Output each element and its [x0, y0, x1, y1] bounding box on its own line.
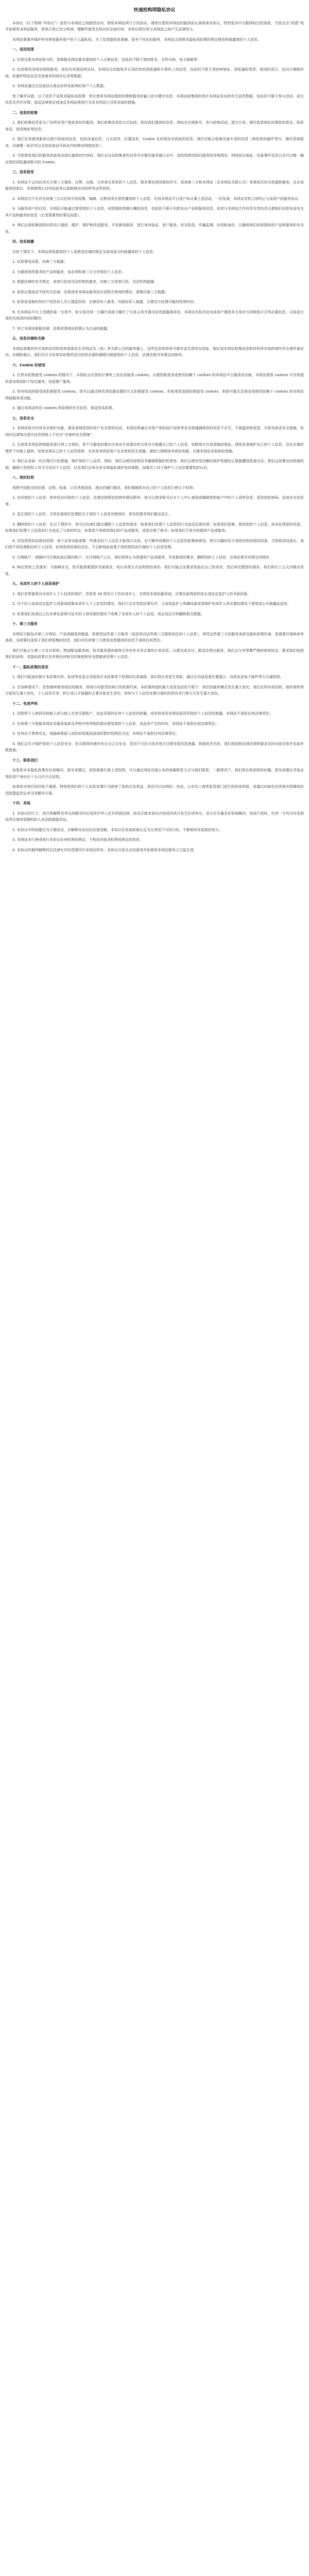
paragraph: 1. 我们可能适时修订本政策内容。如该等变更会导致您在本政策项下权利的实质减损，我们将在变更生效前，通过在页面显著位置提示、向您发送电子邮件等方式通知您。	[12, 675, 284, 679]
paragraph: 如果您对我们的回复不满意，特别是我们的个人信息处理行为损害了您的合法权益，您还可以向网信、电信、公安及工商等监管部门进行投诉或举报，或通过向被告住所地有管辖权的法院提起诉讼来寻求解决方案。	[5, 785, 304, 795]
paragraph: 3. 为服务用户的目的，本网站可能通过使用您的个人信息，向您提供您感兴趣的信息，包括但不限于向您发出产品和服务信息，或者与本网站合作伙伴共享信息以便他们向您发送有关其产品和服务的信息（后者需要您的事先同意）。	[5, 207, 304, 217]
paragraph: 6. 在本网站平台上创建的某一交易中，如交易任何一方履行或部分履行了交易义务并提出信息披露请求的，本网站有权决定向该用户提供其交易对方的联络方式等必要信息，以促成交易的完成或纠纷的解决；	[5, 310, 304, 320]
paragraph: 4. 我们会将收集到的信息用于提供、维护、保护和改进服务，开发新的服务，进行身份验证、客户服务、安全防范、诈骗监测、存档和备份，以确保我们向您提供的产品和服务的安全性。	[5, 223, 304, 234]
paragraph: 5. 如您是适格的知识产权投诉人并已提起投诉，应被投诉人要求，向被投诉人披露，以便双方处理可能的权利纠纷；	[12, 300, 197, 304]
paragraph: 2. 在您使用本网站网络服务，或访问本网站网页时，本网站自动接收并记录的您的浏览器和计算机上的信息，包括但不限于您的IP地址、浏览器的类型、使用的语言、访问日期和时间、软硬件特征信息及您需求的网页记录等数据；	[5, 67, 304, 78]
paragraph: 2. 对于经父母或法定监护人同意而收集未成年人个人信息的情况，我们只会在受到法律允许、父母或监护人明确同意或者保护未成年人所必要的情况下使用或公开披露此信息。	[12, 602, 291, 606]
section-heading: 七、信息安全	[12, 416, 34, 420]
paragraph: 1. 访问您的个人信息：您有权访问您的个人信息，法律法规规定的例外情况除外。您可以登录账号后在个人中心查阅或编辑您的账户中的个人资料信息、更改您的密码、添加安全信息等。	[5, 496, 304, 506]
paragraph: 2. 我们在您使用服务过程中获取的信息，包括设备信息、日志信息、位置信息、Cookie 及同类技术获取的信息。我们可能会收集设备专用的信息（例如您的硬件型号、操作系统版本、设备唯一标识符以及包括电话号码在内的移动网络信息）；	[5, 137, 304, 148]
document-title: 快速抢购网隐私协议	[133, 8, 176, 13]
section-heading: 三、信息使用	[12, 170, 34, 174]
paragraph: 2. 您有权选择接受或拒绝接受 cookies。您可以通过修改浏览器设置的方式拒绝接受 cookies。但如果您选择拒绝接受 cookies，则您可能无法登录或使用依赖于 cookies 的本网站网络服务或功能。	[5, 389, 304, 400]
paragraph: 2. 在该种情况下，若您继续使用我们的服务，即表示同意受经修订的政策约束。本政策所指的重大变更包括但不限于：我们的服务模式发生重大变化；我们在所有权结构、组织架构等方面发生重大变化；个人信息共享、转让或公开披露的主要对象发生变化；您参与个人信息处理方面的权利及其行使方式发生重大变化。	[5, 685, 304, 696]
paragraph: 4. 我们会尽力保护您的个人信息安全，但互联网环境并非百分之百安全，若因不可抗力或非我方过错导致信息泄露、毁损或丢失的，我们将按照法律法规的要求及时向您告知并采取补救措施。	[5, 741, 304, 752]
section-heading: 二、信息的收集	[12, 110, 38, 115]
paragraph: 1. 我们收集信息是为了向所有用户提供更好的服务。我们收集信息的方式包括：您向我们提供的信息，例如在注册账号、参与抢购活动、提交订单、填写收货地址时提供的姓名、联系电话、收货地址等信息；	[5, 121, 304, 131]
paragraph: 3. 根据法律的有关规定，或者行政或司法机构的要求，向第三方或者行政、司法机构披露；	[12, 280, 158, 284]
paragraph: 4. 本协议的最终解释权在法律允许的范围内归本网站所有。本协议自您点击同意或开始使用本网站服务之日起生效。	[12, 848, 197, 852]
paragraph: 1. 本网站账号均有安全保护功能，请妥善保管您的用户名及密码信息。本网站将通过对用户密码进行加密等安全措施确保您的信息不丢失，不被滥用和变造。尽管有前述安全措施，但同时也请您注意在信息网络上不存在“完善的安全措施”。	[5, 426, 304, 437]
paragraph: 3. 本网站未行使或执行本协议任何权利或规定，不构成对前述权利或规定的放弃。	[12, 838, 143, 842]
paragraph: 3. 我们会采取一切合理可行的措施，保护您的个人信息。例如，我们会使用加密技术确保数据的机密性；我们会使用受信赖的保护机制防止数据遭到恶意攻击；我们会部署访问控制机制，确保只有授权人员才可访问个人信息；以及我们会举办安全和隐私保护培训课程，加强员工对于保护个人信息重要性的认识。	[5, 459, 304, 470]
document-body	[5, 20, 304, 854]
paragraph: 6. 响应您的上述请求：为保障安全，您可能需要提供书面请求，或以其他方式证明您的身份。我们可能会先要求您验证自己的身份，然后再处理您的请求。我们将在十五天内做出答复。	[5, 565, 304, 576]
paragraph: 1. 本网站不会向任何无关第三方提供、出售、出租、分享或交易您的个人信息，除非事先得到您的许可，或该第三方和本网站（含本网站关联公司）单独或共同为您提供服务，且在该服务结束后，其将被禁止访问包括其以前能够访问的所有这些资料。	[5, 180, 304, 191]
paragraph: 本网站收集的有关您的信息和资料将保存在本网站及（或）其关联公司的服务器上，这些信息和资料可能传送至您所在国家、地区或本网站收集信息和资料所在地的境外并在境外被访问、存储和展示。我们仅在为实现本政策所述目的所必需的期限内保留您的个人信息，法律法规另有规定的除外。	[5, 346, 304, 357]
section-heading: 九、未成年人的个人信息保护	[12, 582, 59, 586]
paragraph: 2. 为提供您所要求的产品和服务，而必须和第三方分享您的个人信息；	[12, 269, 125, 274]
paragraph: 1. 因您将个人密码告知他人或与他人共享注册账户，由此导致的任何个人信息的泄漏，或其他非因本网站原因导致的个人信息的泄漏，本网站不承担任何法律责任；	[12, 711, 273, 716]
paragraph: 5. 注销账户：您随时可注销此前注册的账户。在注销账户之后，我们将停止为您提供产品或服务，并依据您的要求，删除您的个人信息，法律法规另有规定的除外。	[12, 555, 273, 560]
section-heading: 十三、联系我们	[12, 758, 38, 762]
paragraph: 在如下情况下，本网站将依据您的个人意愿或法律的规定全部或部分的披露您的个人信息：	[12, 249, 157, 254]
paragraph: 本网站尊重并保护所有使用服务用户的个人隐私权。为了给您提供更准确、更有个性化的服务，本网站会按照本隐私权政策的规定使用和披露您的个人信息。	[12, 37, 261, 42]
section-heading: 十一、隐私政策的更改	[12, 665, 48, 669]
paragraph: 3. 删除您的个人信息：在以下情形中，您可以向我们提出删除个人信息的请求：如果我们处理个人信息的行为违反法律法规；如果我们收集、使用您的个人信息，却未征得您的同意；如果我们处理个人信息的行为违反了与您的约定；如果您不再使用我们的产品或服务，或您注销了账号；如果我们不再为您提供产品或服务。	[5, 522, 304, 533]
section-heading: 八、您的权利	[12, 476, 34, 480]
paragraph: 2. 更正您的个人信息：当您发现我们处理的关于您的个人信息有错误时，您有权要求我们做出更正。	[12, 512, 172, 516]
paragraph: 如果您对本隐私政策有任何疑问、意见或建议，或您需要行使上述权利，可以通过网站页面公布的客服联系方式与我们联系。一般情况下，我们将在收到您的问题、意见或建议并验证您的用户身份后十五日内予以回复。	[5, 768, 304, 779]
section-heading: 十四、其他	[12, 801, 30, 805]
section-heading: 十二、免责声明	[12, 701, 38, 706]
paragraph: 本网站可能包含第三方网站、产品或服务的链接。您使用这些第三方服务（包括您向这些第三方提供的任何个人信息），须受这些第三方的服务条款及隐私政策约束，您需要仔细阅读其条款。本政策仅适用于我们所收集的信息，我们对任何第三方使用由您提供的信息不承担任何责任。	[5, 632, 304, 642]
privacy-policy-page	[0, 0, 309, 867]
paragraph: 1. 本协议的订立、执行和解释及争议的解决均应适用中华人民共和国法律。如双方就本协议内容或其执行发生任何争议，双方应尽量友好协商解决；协商不成时，任何一方均可向本网站所在地有管辖权的人民法院提起诉讼。	[5, 811, 304, 822]
paragraph: 本协议（以下简称“本协议”）是您与本网站之间就您访问、使用本网站所订立的协议。请您在使用本网站的服务前认真阅读本协议，特别是其中以粗体标注的条款。当您点击“同意”或开始使用本网站服务，即表示您已充分阅读、理解并接受本协议的全部内容，本协议即在您与本网站之间产生法律效力。	[5, 21, 304, 31]
paragraph: 3. 如果我们发现自己在未事先获得可证实的父母同意的情况下收集了未成年人的个人信息，则会设法尽快删除相关数据。	[12, 612, 204, 616]
paragraph: 1. 我们非常重视对未成年人个人信息的保护。若您是 18 周岁以下的未成年人，在使用本网站服务前，应事先取得您的家长或法定监护人的书面同意。	[12, 591, 251, 596]
section-heading: 六、Cookie 的使用	[12, 363, 45, 367]
paragraph: 2. 任何第三方根据本网站各服务条款及声明中所列明的情况使用您的个人信息，由此所产生的纠纷，本网站不承担任何法律责任；	[12, 721, 219, 726]
paragraph: 按照中国相关的法律、法规、标准，以及其他国家、地区的通行做法，我们保障您对自己的个人信息行使以下权利：	[12, 485, 196, 490]
paragraph: 2. 本协议中的标题仅为方便而设，在解释本协议时应被忽略。本协议任何条款被认定为无效或不可执行的，不影响其余条款的效力。	[12, 827, 222, 832]
paragraph: 1. 在您未拒绝接受 cookies 的情况下，本网站会在您的计算机上设定或取用 cookies，以便您能登录或使用依赖于 cookies 的本网站平台服务或功能。本网站使用 cookies 可为您提供更加周到的个性化服务，包括推广服务。	[5, 373, 304, 384]
paragraph: 7. 其它本网站根据法律、法规或者网站政策认为合适的披露。	[12, 326, 111, 331]
section-heading: 五、信息存储和交换	[12, 336, 45, 341]
section-heading: 四、信息披露	[12, 240, 34, 244]
paragraph: 您了解并同意，以下信息不适用本隐私权政策：您在使用本网站提供的搜索服务时输入的关键字信息；本网站收集到的您在本网站发布的有关信息数据，包括但不限于参与活动、成交信息及评价详情；违反法律规定或违反本网站规则行为及本网站已对您采取的措施。	[5, 94, 304, 105]
paragraph: 3. 任何由于黑客攻击、电脑病毒侵入或政府管制而造成的暂时性网站关闭，本网站不承担任何法律责任；	[12, 732, 179, 736]
paragraph: 1. 在您注册本网站账号时，您根据本网站要求提供的个人注册信息，包括但不限于您的姓名、手机号码、电子邮箱等；	[12, 57, 201, 62]
paragraph: 4. 如您出现违反中国有关法律、法规或者本网站服务协议或相关规则的情况，需要向第三方披露；	[12, 290, 168, 294]
paragraph: 3. 通过本网站所设 cookies 所取得的有关信息，将适用本政策。	[12, 406, 116, 410]
paragraph: 3. 当您使用我们的服务或查看由我们提供的内容时，我们会自动收集某些信息并存储在服务器日志中，包括您使用我们服务的详细情况、网络协议地址、设备事件信息以及可以唯一确定您的浏览器或账号的 Cookie。	[5, 154, 304, 164]
paragraph: 我们可能会与第三方支付机构、物流配送服务商、技术服务提供商等合作伙伴共享必要的订单信息，以便完成支付、配送及售后服务。我们会与其签署严格的保密协定，要求他们按照我们的说明、本隐私政策以及其他任何相关的保密和安全措施来处理个人信息。	[5, 648, 304, 659]
paragraph: 4. 改变您授权同意的范围：每个业务功能需要一些基本的个人信息才能得以完成。对于额外收集的个人信息的收集和使用，您可以随时给予或收回您的授权同意。当您收回同意后，我们将不再处理相应的个人信息。但您收回同意的决定，不会影响此前基于您的授权而开展的个人信息处理。	[5, 538, 304, 549]
paragraph: 1. 经您事先同意，向第三方披露；	[12, 260, 67, 264]
paragraph: 3. 本网站通过合法途径从商业伙伴处取得的用户个人数据。	[12, 84, 107, 88]
paragraph: 2. 在使用本网站网络服务进行网上交易时，您不可避免的要向交易对方或潜在的交易对方披露自己的个人信息，如联络方式或者邮政地址。请您妥善保护自己的个人信息，仅在必要的情形下向他人提供。如您发现自己的个人信息泄密，尤其是本网站用户名及密码发生泄露，请您立即联络本网站客服，以便本网站采取相应措施。	[5, 443, 304, 453]
section-heading: 十、第三方服务	[12, 622, 38, 626]
paragraph: 2. 本网站亦不允许任何第三方以任何手段收集、编辑、出售或者无偿传播您的个人信息。任何本网站平台用户如从事上述活动，一经发现，本网站有权立即终止与该用户的服务协议。	[12, 196, 302, 201]
section-heading: 一、适用范围	[12, 47, 34, 52]
